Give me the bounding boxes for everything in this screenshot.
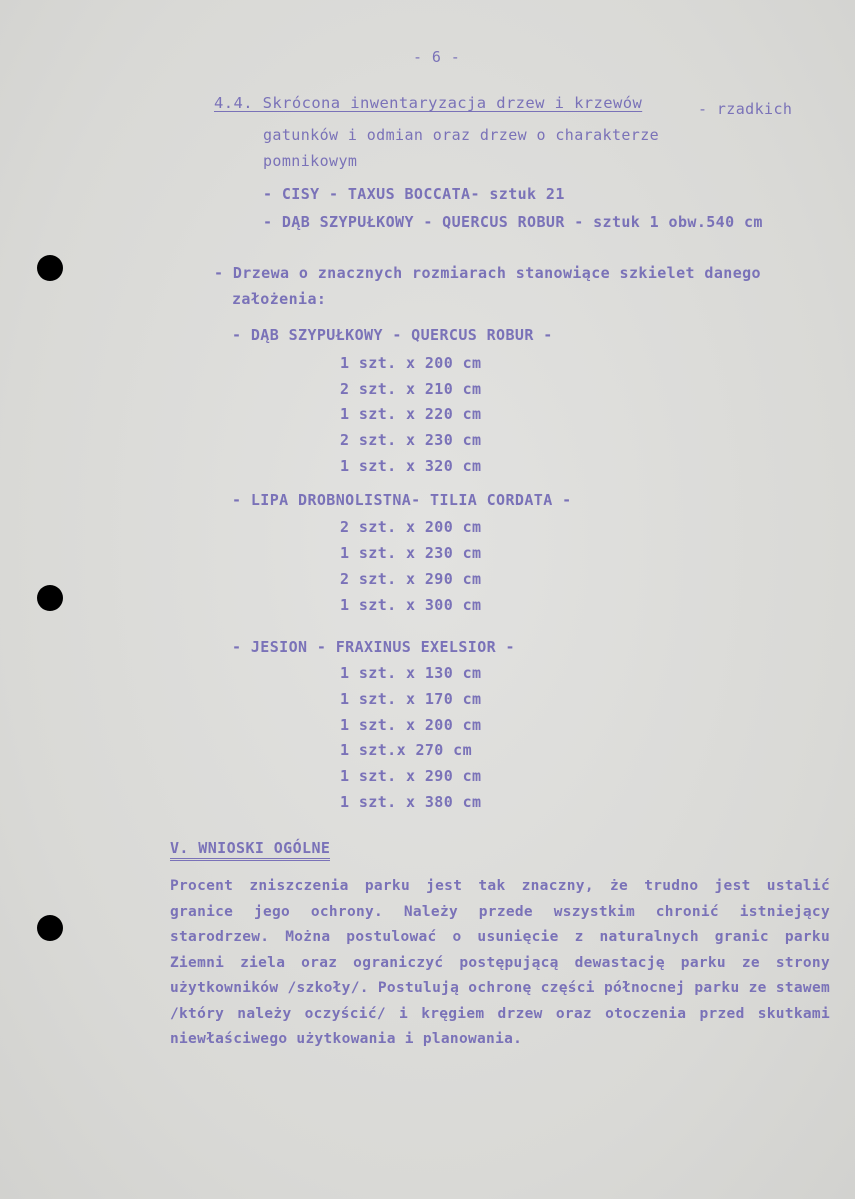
tree-group-name: - JESION - FRAXINUS EXELSIOR - [232, 638, 515, 656]
section-line: gatunków i odmian oraz drzew o charakterze [263, 126, 660, 144]
section-heading-tail: - rzadkich [698, 100, 793, 118]
tree-row: 1 szt. x 200 cm [340, 716, 482, 734]
section-heading-v: V. WNIOSKI OGÓLNE [170, 841, 330, 861]
punch-hole [37, 585, 63, 611]
tree-row: 1 szt. x 130 cm [340, 664, 482, 682]
punch-hole [37, 915, 63, 941]
tree-row: 1 szt. x 170 cm [340, 690, 482, 708]
punch-hole [37, 255, 63, 281]
section-heading-4-4: 4.4. Skrócona inwentaryzacja drzew i krzewów [214, 94, 643, 112]
tree-row: 1 szt. x 300 cm [340, 596, 482, 614]
large-trees-intro: założenia: [232, 290, 327, 308]
tree-group-name: - LIPA DROBNOLISTNA- TILIA CORDATA - [232, 491, 572, 509]
section-line: pomnikowym [263, 152, 358, 170]
tree-row: 1 szt. x 200 cm [340, 354, 482, 372]
conclusions-paragraph: Procent zniszczenia parku jest tak znaczny, że trudno jest ustalić granice jego ochrony. Należy przede wszystkim chronić istniejący starodrzew. Można postulować o usunięcie z naturalnych granic parku Ziemni ziela oraz ograniczyć postępującą dewastację parku ze strony użytkowników /szkoły/. Postulują ochronę części północnej parku ze stawem /który należy oczyścić/ i kręgiem drzew oraz otoczenia przed skutkami niewłaściwego użytkowania i planowania. [170, 878, 830, 1047]
rare-tree-item: - DĄB SZYPUŁKOWY - QUERCUS ROBUR - sztuk 1 obw.540 cm [263, 213, 763, 231]
tree-row: 2 szt. x 230 cm [340, 431, 482, 449]
tree-row: 2 szt. x 290 cm [340, 570, 482, 588]
rare-tree-item: - CISY - TAXUS BOCCATA- sztuk 21 [263, 185, 565, 203]
tree-row: 1 szt. x 230 cm [340, 544, 482, 562]
tree-row: 1 szt. x 380 cm [340, 793, 482, 811]
tree-row: 1 szt. x 290 cm [340, 767, 482, 785]
tree-row: 1 szt. x 220 cm [340, 405, 482, 423]
large-trees-intro: - Drzewa o znacznych rozmiarach stanowiące szkielet danego [214, 264, 761, 282]
page-number: - 6 - [413, 48, 461, 66]
tree-row: 2 szt. x 210 cm [340, 380, 482, 398]
tree-row: 1 szt.x 270 cm [340, 741, 473, 759]
tree-group-name: - DĄB SZYPUŁKOWY - QUERCUS ROBUR - [232, 326, 553, 344]
tree-row: 2 szt. x 200 cm [340, 518, 482, 536]
tree-row: 1 szt. x 320 cm [340, 457, 482, 475]
